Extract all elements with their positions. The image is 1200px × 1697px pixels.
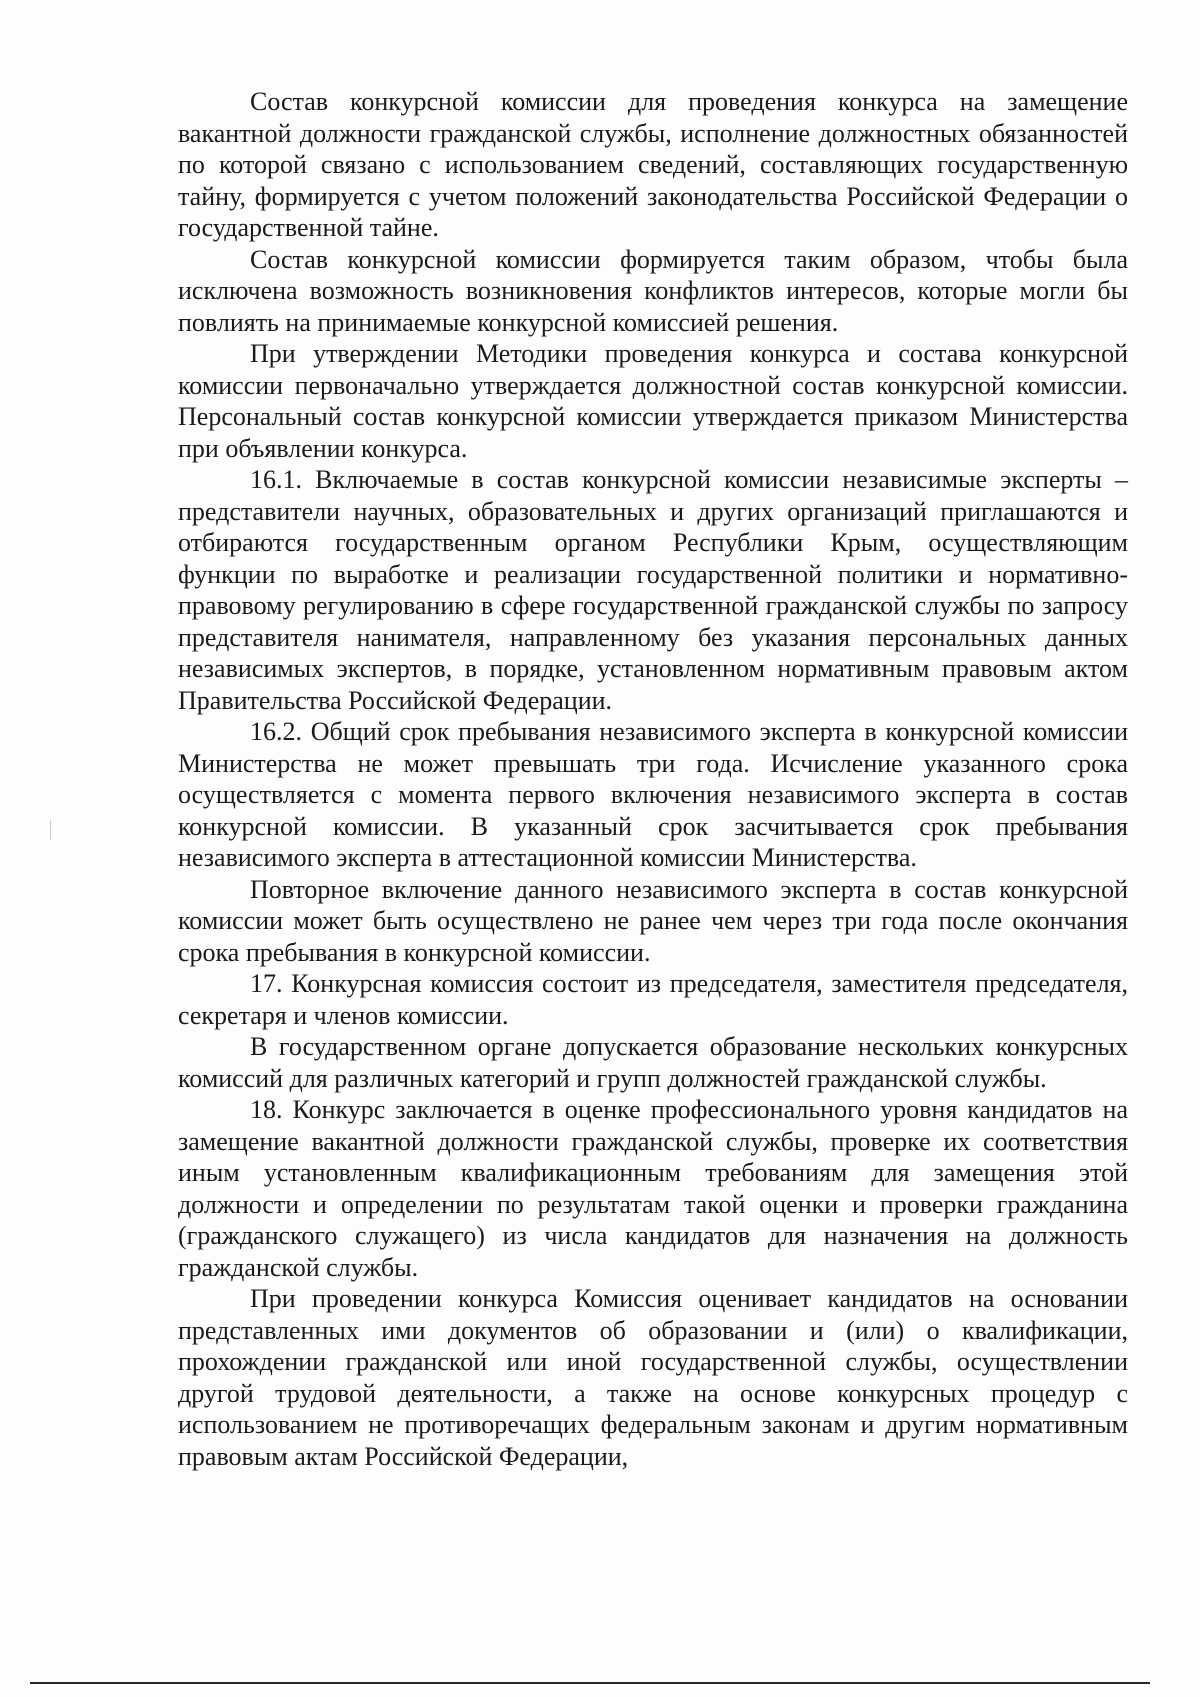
- page-bottom-rule: [30, 1682, 1150, 1684]
- paragraph: Состав конкурсной комиссии формируется таким образом, чтобы была исключена возможность возникновения конфликтов интересов, которые могли бы повлиять на принимаемые конкурсной комиссией решения.: [178, 244, 1128, 337]
- paragraph: Состав конкурсной комиссии для проведения конкурса на замещение вакантной должности гражданской службы, исполнение должностных обязанностей по которой связано с использованием сведений, составляющих государственную тайну, формируется с учетом положений законодательства Российской Федерации о государственной тайне.: [178, 87, 1128, 242]
- paragraph: В государственном органе допускается образование нескольких конкурсных комиссий для различных категорий и групп должностей гражданской службы.: [178, 1032, 1128, 1093]
- paragraph: Повторное включение данного независимого эксперта в состав конкурсной комиссии может быть осуществлено не ранее чем через три года после окончания срока пребывания в конкурсной комиссии.: [178, 874, 1128, 967]
- paragraph-17: 17. Конкурсная комиссия состоит из председателя, заместителя председателя, секретаря и членов комиссии.: [178, 969, 1128, 1030]
- paragraph: При проведении конкурса Комиссия оценивает кандидатов на основании представленных ими документов об образовании и (или) о квалификации, прохождении гражданской или иной государственной службы, осуществлении другой трудовой деятельности, а также на основе конкурсных процедур с использованием не противоречащих федеральным законам и другим нормативным правовым актам Российской Федерации,: [178, 1284, 1128, 1471]
- document-body: [178, 86, 1128, 1472]
- scan-artifact: [50, 820, 51, 840]
- paragraph-16-1: 16.1. Включаемые в состав конкурсной комиссии независимые эксперты – представители научных, образовательных и других организаций приглашаются и отбираются государственным органом Республики Крым, осуществляющим функции по выработке и реализации государственной политики и нормативно-правовому регулированию в сфере государственной гражданской службы по запросу представителя нанимателя, направленному без указания персональных данных независимых экспертов, в порядке, установленном нормативным правовым актом Правительства Российской Федерации.: [178, 465, 1128, 715]
- paragraph: При утверждении Методики проведения конкурса и состава конкурсной комиссии первоначально утверждается должностной состав конкурсной комиссии. Персональный состав конкурсной комиссии утверждается приказом Министерства при объявлении конкурса.: [178, 339, 1128, 463]
- paragraph-18: 18. Конкурс заключается в оценке профессионального уровня кандидатов на замещение вакантной должности гражданской службы, проверке их соответствия иным установленным квалификационным требованиям для замещения этой должности и определении по результатам такой оценки и проверки гражданина (гражданского служащего) из числа кандидатов для назначения на должность гражданской службы.: [178, 1095, 1128, 1282]
- paragraph-16-2: 16.2. Общий срок пребывания независимого эксперта в конкурсной комиссии Министерства не может превышать три года. Исчисление указанного срока осуществляется с момента первого включения независимого эксперта в состав конкурсной комиссии. В указанный срок засчитывается срок пребывания независимого эксперта в аттестационной комиссии Министерства.: [178, 717, 1128, 872]
